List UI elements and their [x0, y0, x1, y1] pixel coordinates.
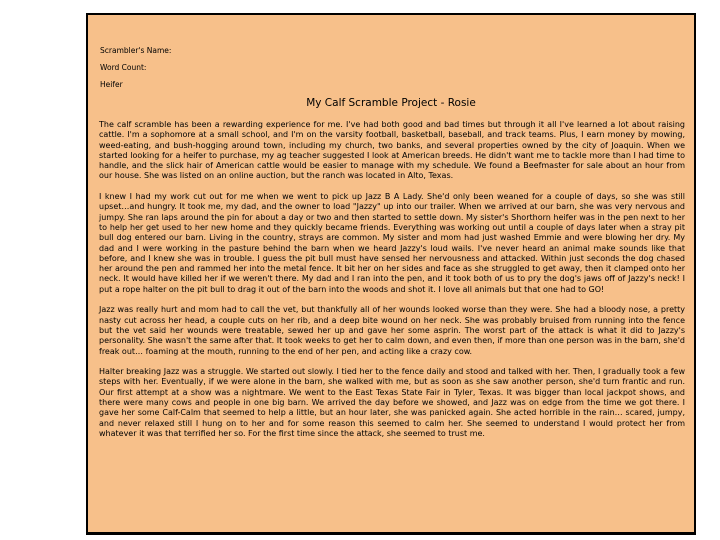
word-count-field: Word Count: [100, 63, 147, 72]
paragraph: I knew I had my work cut out for me when we went to pick up Jazz B A Lady. She'd only been weaned for a couple of days, so she was still upset…and hungry. It took me, my dad, and the owner to load "Jazzy" up into our trailer. When we arrived at our barn, she was very nervous and jumpy. She ran laps around the pin for about a day or two and then started to settle down. My sister's Shorthorn heifer was in the pen next to her to help her get used to her new home and they quickly became friends. Everything was working out until a couple of days later when a stray pit bull dog entered our barn. Living in the country, strays are common. My sister and mom had just washed Emmie and were blowing her dry. My dad and I were working in the pasture behind the barn when we heard Jazzy's loud wails. I've never heard an animal make sounds like that before, and I knew she was in trouble. I guess the pit bull must have sensed her nervousness and attacked. Within just seconds the dog chased her around the pen and rammed her into the metal fence. It bit her on her sides and face as she struggled to get away, then it clamped onto her neck. It would have killed her if we weren't there. My dad and I ran into the pen, and it took both of us to pry the dog's jaws off of Jazzy's neck! I put a rope halter on the pit bull to drag it out of the barn into the woods and shot it. I love all animals but that one had to GO! [99, 192, 685, 294]
document-page [86, 13, 696, 535]
paragraph: Halter breaking Jazz was a struggle. We started out slowly. I tied her to the fence daily and stood and talked with her. Then, I gradually took a few steps with her. Eventually, if we were alone in the barn, she walked with me, but as soon as she saw another person, she'd turn frantic and run. Our first attempt at a show was a nightmare. We went to the East Texas State Fair in Tyler, Texas. It was bigger than local jackpot shows, and there were many cows and people in one big barn. We arrived the day before we showed, and Jazz was on edge from the time we got there. I gave her some Calf-Calm that seemed to help a little, but an hour later, she was panicked again. She acted horrible in the rain… scared, jumpy, and never relaxed still I hung on to her and for some reason this seemed to calm her. She seemed to understand I would protect her from whatever it was that terrified her so. For the first time since the attack, she seemed to trust me. [99, 367, 685, 438]
document-body [99, 120, 685, 450]
document-title: My Calf Scramble Project - Rosie [306, 97, 476, 109]
scramblers-name-field: Scrambler's Name: [100, 46, 172, 55]
paragraph: The calf scramble has been a rewarding experience for me. I've had both good and bad times but through it all I've learned a lot about raising cattle. I'm a sophomore at a small school, and I'm on the varsity football, basketball, baseball, and track teams. Plus, I earn money by mowing, weed-eating, and bush-hogging around town, including my church, two banks, and several properties owned by the city of Joaquin. When we started looking for a heifer to purchase, my ag teacher suggested I look at American breeds. He didn't want me to tackle more than I had time to handle, and the slick hair of American cattle would be easier to manage with my schedule. We found a Beefmaster for sale about an hour from our house. She was listed on an online auction, but the ranch was located in Alto, Texas. [99, 120, 685, 181]
paragraph: Jazz was really hurt and mom had to call the vet, but thankfully all of her wounds looked worse than they were. She had a bloody nose, a pretty nasty cut across her head, a couple cuts on her rib, and a deep bite wound on her neck. She was probably bruised from running into the fence but the vet said her wounds were treatable, sewed her up and gave her some asprin. The worst part of the attack is what it did to Jazzy's personality. She wasn't the same after that. It took weeks to get her to calm down, and even then, if more than one person was in the barn, she'd freak out… foaming at the mouth, running to the end of her pen, and acting like a crazy cow. [99, 305, 685, 356]
heifer-field: Heifer [100, 80, 123, 89]
